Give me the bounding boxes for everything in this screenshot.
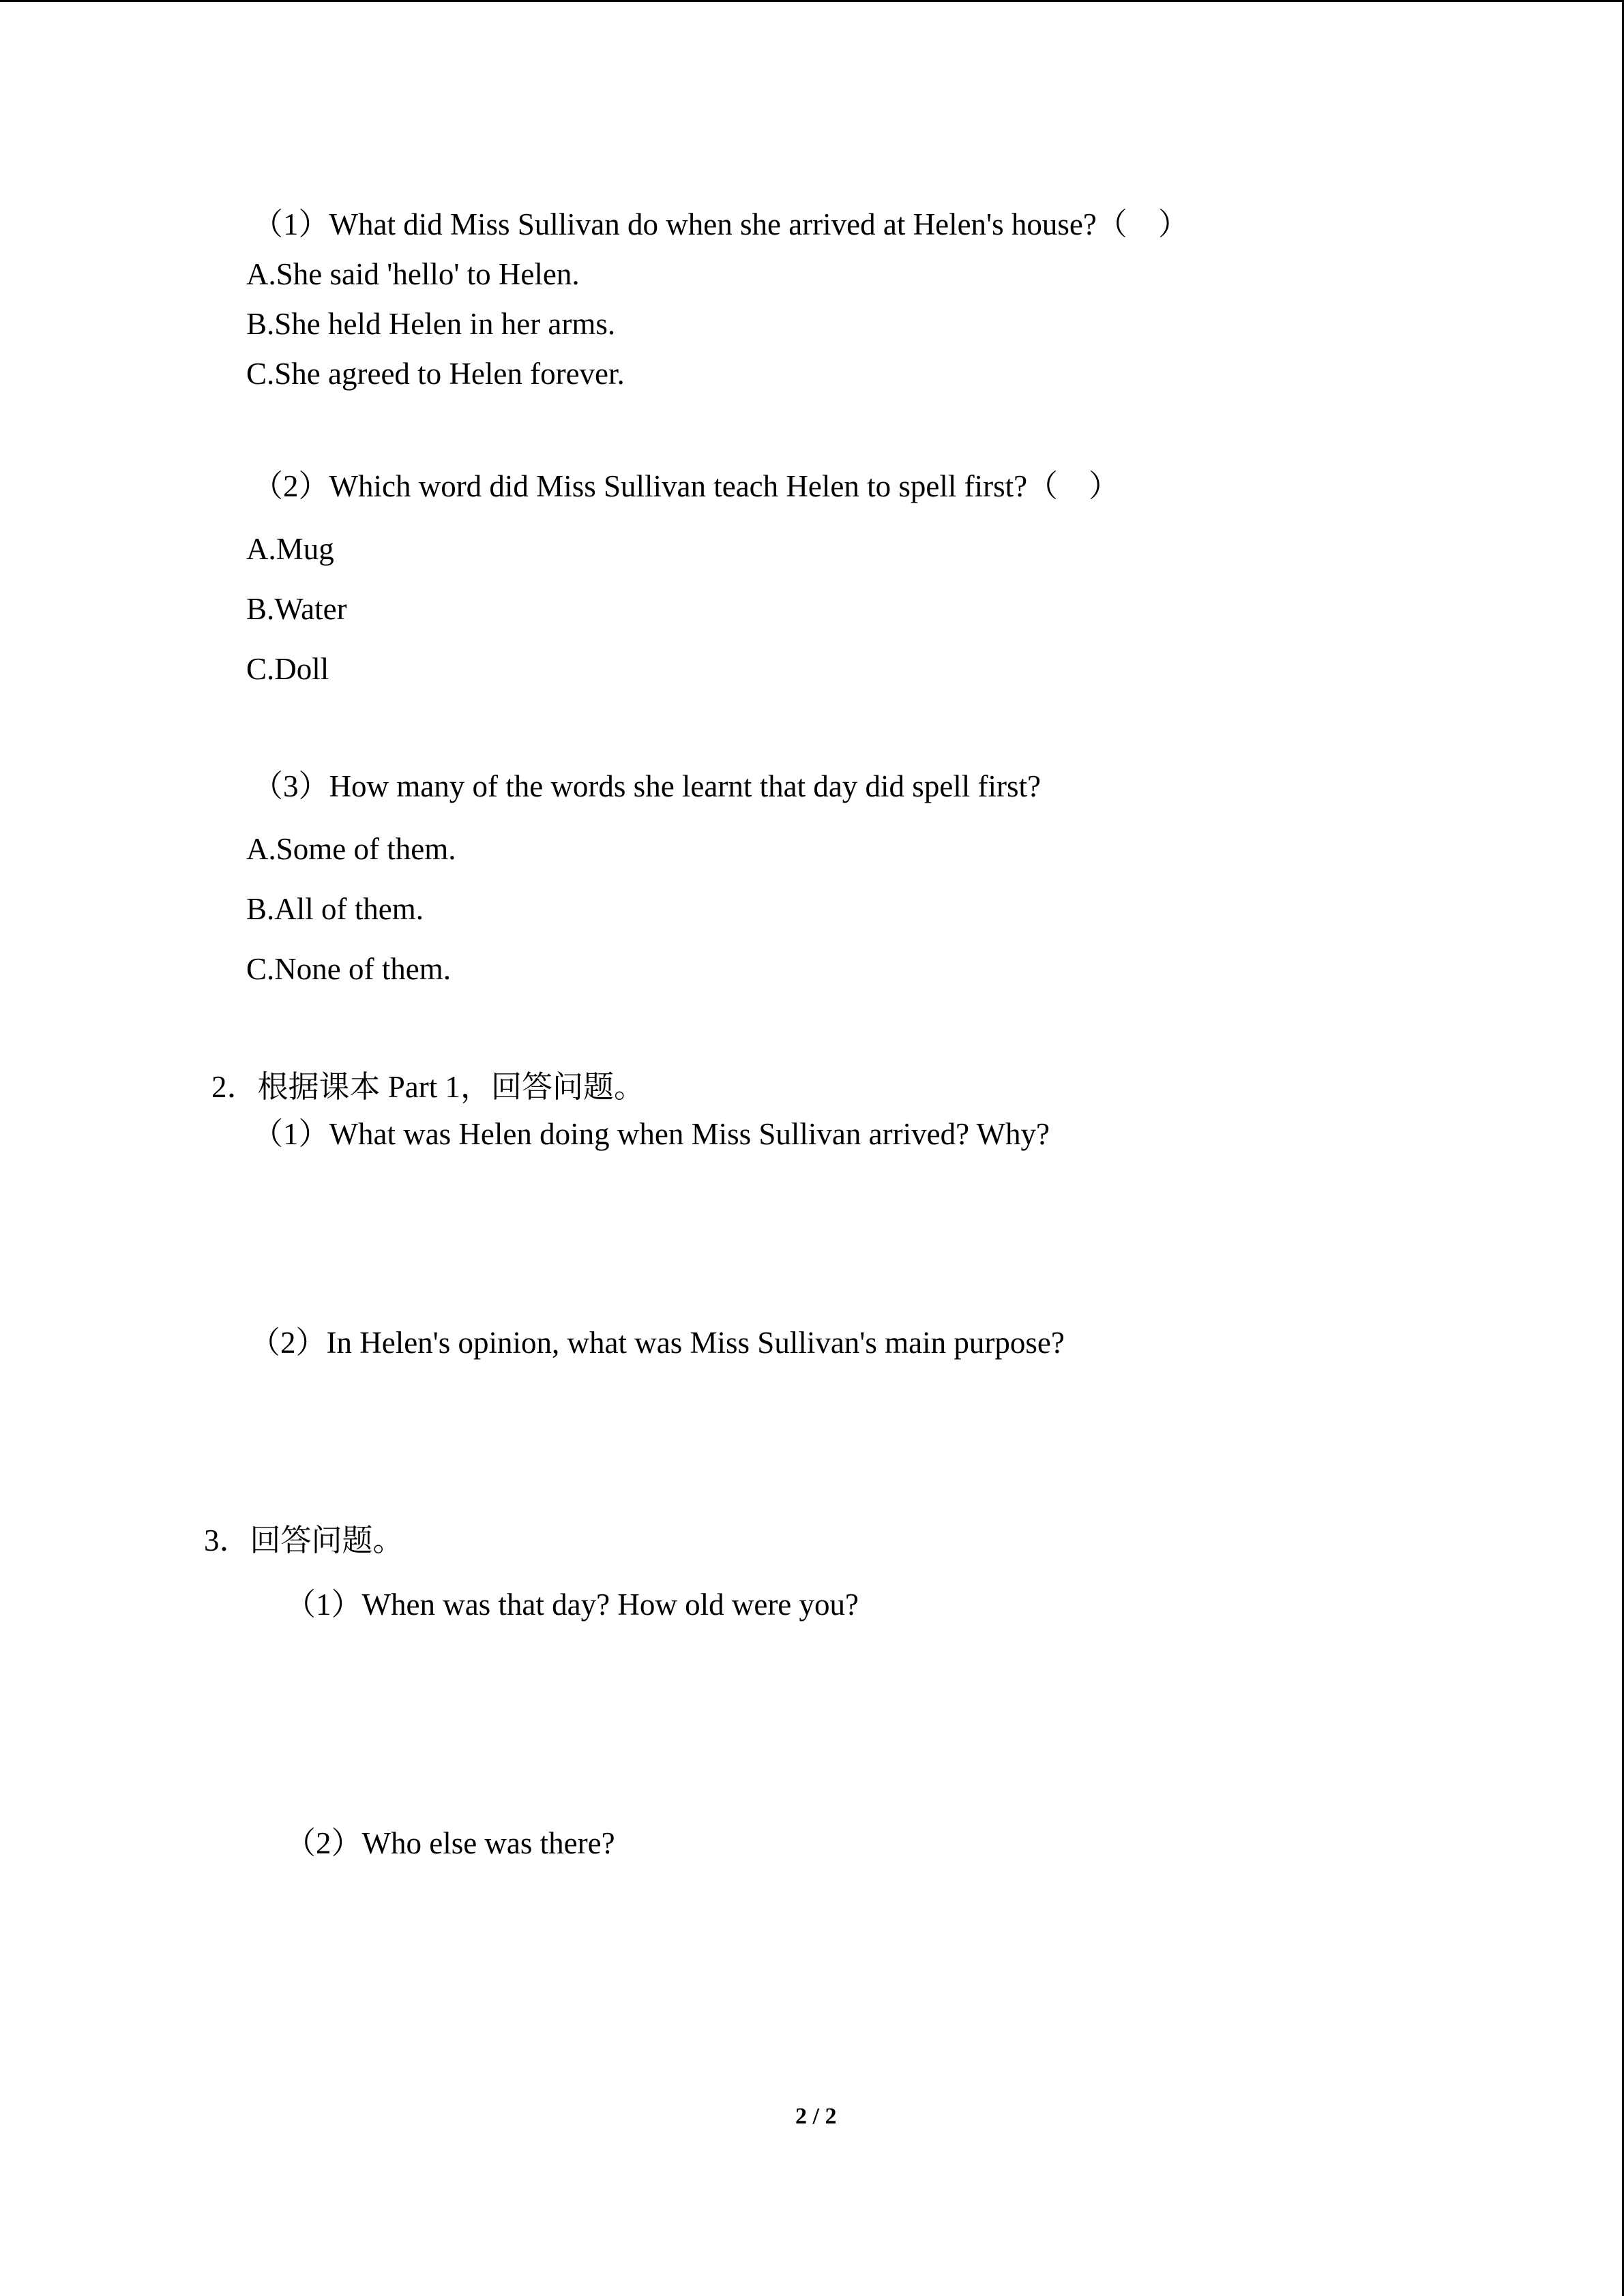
q1-sub1-option-c: C.She agreed to Helen forever. — [246, 357, 625, 391]
q2-sub1: （1）What was Helen doing when Miss Sullivan arrived? Why? — [252, 1117, 1050, 1151]
q1-sub3-option-c: C.None of them. — [246, 952, 451, 986]
q1-sub1-stem: （1）What did Miss Sullivan do when she arrived at Helen's house?（ ） — [252, 207, 1189, 241]
q3-sub1: （1）When was that day? How old were you? — [285, 1587, 859, 1622]
q3-heading: 3．回答问题。 — [204, 1523, 404, 1557]
q1-sub2-stem: （2）Which word did Miss Sullivan teach Helen to spell first?（ ） — [252, 469, 1120, 503]
q1-sub2-option-c: C.Doll — [246, 652, 329, 686]
q1-sub1-option-b: B.She held Helen in her arms. — [246, 307, 616, 341]
q1-sub3-stem: （3）How many of the words she learnt that day did spell first? — [252, 769, 1042, 803]
q2-sub2: （2）In Helen's opinion, what was Miss Sullivan's main purpose? — [250, 1326, 1065, 1360]
q2-heading: 2．根据课本 Part 1，回答问题。 — [211, 1070, 645, 1104]
q1-sub3-option-a: A.Some of them. — [246, 832, 456, 866]
q3-sub2: （2）Who else was there? — [285, 1826, 615, 1860]
q1-sub2-option-a: A.Mug — [246, 532, 334, 566]
q1-sub1-option-a: A.She said 'hello' to Helen. — [246, 257, 580, 291]
page-number: 2 / 2 — [795, 2104, 837, 2129]
q1-sub3-option-b: B.All of them. — [246, 892, 424, 926]
q1-sub2-option-b: B.Water — [246, 592, 347, 626]
